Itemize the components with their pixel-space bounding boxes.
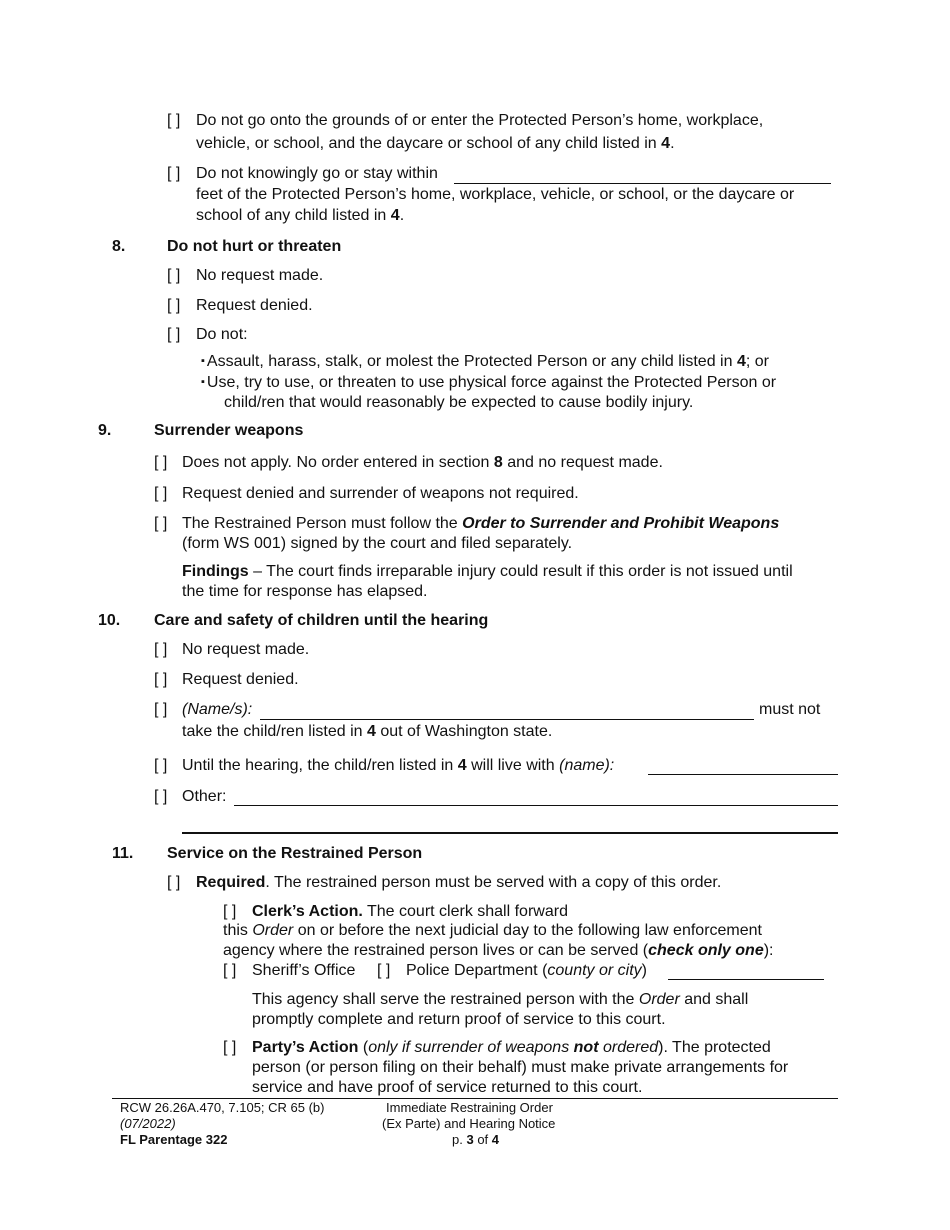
s11-clerk-line2: this Order on or before the next judicial day to the following law enforcement <box>223 922 762 939</box>
grounds-line2: vehicle, or school, and the daycare or school of any child listed in 4. <box>196 135 675 152</box>
checkbox-s9-follow[interactable]: [ ] <box>154 515 168 532</box>
s8-no-request: No request made. <box>196 267 324 284</box>
grounds-line1: Do not go onto the grounds of or enter the Protected Person’s home, workplace, <box>196 112 764 129</box>
checkbox-s11-required[interactable]: [ ] <box>167 874 181 891</box>
checkbox-s10-names[interactable]: [ ] <box>154 701 168 718</box>
s11-county-field[interactable] <box>668 979 824 980</box>
checkbox-grounds[interactable]: [ ] <box>167 112 181 129</box>
section-9-title: Surrender weapons <box>154 422 304 439</box>
within-feet-field[interactable] <box>454 183 831 184</box>
within-line2: feet of the Protected Person’s home, workplace, vehicle, or school, or the daycare or <box>196 186 795 203</box>
s10-until: Until the hearing, the child/ren listed in 4 will live with (name): <box>182 757 615 774</box>
s9-findings: Findings – The court finds irreparable injury could result if this order is not issued until <box>182 563 793 580</box>
footer-form: FL Parentage 322 <box>120 1132 228 1147</box>
s11-clerk: Clerk’s Action. The court clerk shall forward <box>252 903 568 920</box>
checkbox-s8-no-request[interactable]: [ ] <box>167 267 181 284</box>
checkbox-s10-denied[interactable]: [ ] <box>154 671 168 688</box>
footer-rule <box>112 1098 838 1099</box>
section-9-number: 9. <box>98 422 112 439</box>
section-10-title: Care and safety of children until the hearing <box>154 612 489 629</box>
s11-party-line3: service and have proof of service returned to this court. <box>252 1079 643 1096</box>
section-8-title: Do not hurt or threaten <box>167 238 342 255</box>
within-line1: Do not knowingly go or stay within <box>196 165 438 182</box>
s10-other-field[interactable] <box>234 805 838 806</box>
section-10-number: 10. <box>98 612 121 629</box>
footer-page: p. 3 of 4 <box>452 1132 500 1147</box>
checkbox-s11-police[interactable]: [ ] <box>377 962 391 979</box>
s8-bullet-1: ▪ Assault, harass, stalk, or molest the Protected Person or any child listed in 4; or <box>201 353 769 370</box>
checkbox-s11-sheriff[interactable]: [ ] <box>223 962 237 979</box>
checkbox-s9-not-apply[interactable]: [ ] <box>154 454 168 471</box>
s10-no-request: No request made. <box>182 641 310 658</box>
s11-required: Required. The restrained person must be served with a copy of this order. <box>196 874 722 891</box>
footer-title2: (Ex Parte) and Hearing Notice <box>382 1116 556 1131</box>
s9-not-apply: Does not apply. No order entered in section 8 and no request made. <box>182 454 663 471</box>
footer-date: (07/2022) <box>120 1116 176 1131</box>
section-8-number: 8. <box>112 238 126 255</box>
section-11-number: 11. <box>112 845 134 862</box>
s11-sheriff: Sheriff’s Office <box>252 962 356 979</box>
checkbox-s10-no-request[interactable]: [ ] <box>154 641 168 658</box>
checkbox-s11-clerk[interactable]: [ ] <box>223 903 237 920</box>
checkbox-within[interactable]: [ ] <box>167 165 181 182</box>
s8-bullet-2: ▪ Use, try to use, or threaten to use physical force against the Protected Person or <box>201 374 777 391</box>
s11-agency: This agency shall serve the restrained person with the Order and shall <box>252 991 749 1008</box>
s11-party: Party’s Action (only if surrender of weapons not ordered). The protected <box>252 1039 771 1056</box>
checkbox-s10-other[interactable]: [ ] <box>154 788 168 805</box>
s10-other-field-2[interactable] <box>182 832 838 834</box>
s10-denied: Request denied. <box>182 671 299 688</box>
s11-clerk-line3: agency where the restrained person lives or can be served (check only one): <box>223 942 774 959</box>
s9-follow-cont: (form WS 001) signed by the court and filed separately. <box>182 535 573 552</box>
s11-party-line2: person (or person filing on their behalf) must make private arrangements for <box>252 1059 789 1076</box>
s9-denied: Request denied and surrender of weapons not required. <box>182 485 579 502</box>
s9-findings-cont: the time for response has elapsed. <box>182 583 428 600</box>
s10-names-label: (Name/s): <box>182 701 253 718</box>
checkbox-s11-party[interactable]: [ ] <box>223 1039 237 1056</box>
s10-take-children: take the child/ren listed in 4 out of Washington state. <box>182 723 553 740</box>
s9-follow: The Restrained Person must follow the Order to Surrender and Prohibit Weapons <box>182 515 780 532</box>
within-line3: school of any child listed in 4. <box>196 207 405 224</box>
checkbox-s8-do-not[interactable]: [ ] <box>167 326 181 343</box>
s10-other: Other: <box>182 788 227 805</box>
footer-title1: Immediate Restraining Order <box>386 1100 553 1115</box>
s11-agency-cont: promptly complete and return proof of service to this court. <box>252 1011 666 1028</box>
s10-live-with-field[interactable] <box>648 774 838 775</box>
checkbox-s9-denied[interactable]: [ ] <box>154 485 168 502</box>
s11-police: Police Department (county or city) <box>406 962 647 979</box>
s8-do-not: Do not: <box>196 326 248 343</box>
checkbox-s8-denied[interactable]: [ ] <box>167 297 181 314</box>
s10-names-field[interactable] <box>260 719 754 720</box>
checkbox-s10-until[interactable]: [ ] <box>154 757 168 774</box>
section-11-title: Service on the Restrained Person <box>167 845 423 862</box>
footer-rcw: RCW 26.26A.470, 7.105; CR 65 (b) <box>120 1100 325 1115</box>
s10-must-not: must not <box>759 701 821 718</box>
s8-denied: Request denied. <box>196 297 313 314</box>
s8-bullet-2-cont: child/ren that would reasonably be expected to cause bodily injury. <box>224 394 694 411</box>
